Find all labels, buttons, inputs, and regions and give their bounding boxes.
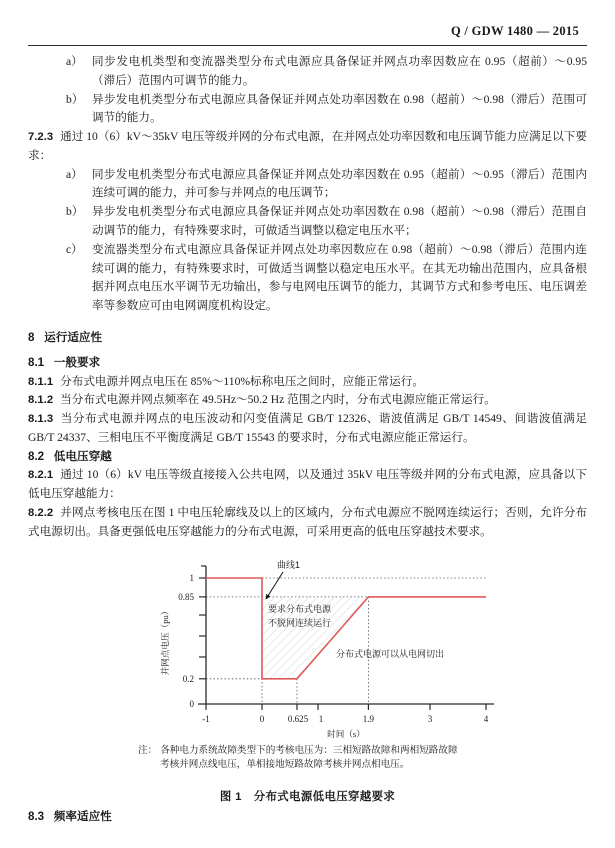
list-marker: a） — [66, 55, 83, 68]
list-item-text: 同步发电机类型和变流器类型分布式电源应具备保证并网点功率因数应在 0.95（超前）～0.95（滞后）范围内可调节的能力。 — [92, 55, 587, 87]
y-tick-02: 0.2 — [182, 673, 194, 684]
section-heading-8 — [28, 329, 587, 348]
document-body — [28, 53, 587, 826]
list-marker: b） — [66, 92, 84, 106]
lvrt-chart — [146, 556, 506, 741]
x-tick-19: 1.9 — [362, 713, 375, 724]
clause-8-1-1 — [28, 373, 587, 392]
clause-number: 8.2.2 — [28, 506, 54, 519]
list-marker: b） — [66, 205, 84, 219]
x-tick-labels — [202, 714, 489, 724]
x-axis-title: 时间（s） — [327, 728, 365, 739]
section-number: 8.3 — [28, 809, 45, 823]
figure-1 — [28, 556, 587, 806]
y-tick-labels — [178, 573, 194, 709]
trip-allowed-label: 分布式电源可以从电网切出 — [336, 648, 445, 659]
clause-text: 通过 10（6）kV 电压等级直接接入公共电网，以及通过 35kV 电压等级并网的分布式电源，应具备以下低电压穿越能力： — [28, 468, 587, 501]
y-axis-title: 并网点电压（pu） — [160, 606, 170, 675]
chart-svg — [146, 556, 506, 741]
y-axis-ticks — [199, 566, 206, 679]
x-tick-1: 1 — [318, 713, 324, 724]
clause-text: 并网点考核电压在图 1 中电压轮廓线及以上的区域内，分布式电源应不脱网连续运行；否则，允许分布式电源切出。具备更强低电压穿越能力的分布式电源，可采用更高的低电压穿越技术要求。 — [28, 505, 587, 538]
note-line-2: 考核并网点线电压，单相接地短路故障考核并网点相电压。 — [160, 759, 410, 771]
section-number: 8.2 — [28, 449, 45, 463]
x-tick-neg1: -1 — [202, 713, 210, 724]
list-item-text: 变流器类型分布式电源应具备保证并网点处功率因数应在 0.98（超前）～0.98（滞后）范围内连续可调的能力，有特殊要求时，可做适当调整以稳定电压水平。在其无功输出范围内，应具备根据并网点电压水平调节无功输出，参与电网电压调节的能力，其调节方式和参考电压、电压调差率等参数应可由电网调度机构设定。 — [92, 242, 587, 313]
chart-axes — [198, 566, 494, 704]
curve-label-leader — [266, 572, 283, 599]
list-item-text: 异步发电机类型分布式电源应具备保证并网点处功率因数在 0.98（超前）～0.98（滞后）范围可调节的能力。 — [92, 92, 587, 125]
clause-text: 当分布式电源并网点频率在 49.5Hz～50.2 Hz 范围之内时，分布式电源应能正常运行。 — [60, 393, 496, 407]
standard-code: Q / GDW 1480 — 2015 — [450, 24, 579, 38]
y-tick-0: 0 — [189, 698, 194, 709]
list-item — [28, 203, 587, 241]
clause-8-2-2 — [28, 504, 587, 542]
lvrt-curve — [206, 578, 486, 679]
list-item-text: 异步发电机类型分布式电源应具备保证并网点处功率因数在 0.98（超前）～0.98（滞后）范围自动调节的能力，有特殊要求时，可做适当调整以稳定电压水平； — [92, 205, 587, 238]
ride-through-label-line2: 不脱网连续运行 — [268, 617, 332, 628]
clause-8-1-2 — [28, 391, 587, 410]
figure-caption: 图 1 分布式电源低电压穿越要求 — [219, 790, 396, 803]
figure-note — [138, 744, 568, 774]
y-tick-1: 1 — [189, 572, 194, 583]
clause-number: 8.1.1 — [28, 375, 54, 388]
list-marker: c） — [66, 242, 83, 256]
section-title: 频率适应性 — [53, 809, 112, 823]
section-title: 运行适应性 — [44, 330, 103, 344]
list-marker: a） — [66, 167, 83, 181]
x-tick-4: 4 — [483, 713, 489, 724]
page-header — [28, 0, 587, 39]
clause-8-2-1 — [28, 466, 587, 504]
list-item — [28, 166, 587, 204]
curve-label: 曲线1 — [277, 559, 301, 570]
clause-8-1-3 — [28, 410, 587, 448]
clause-7-2-3 — [28, 128, 587, 166]
section-heading-8-1 — [28, 354, 587, 373]
list-item — [28, 53, 587, 91]
note-line-1: 各种电力系统故障类型下的考核电压为：三相短路故障和两相短路故障 — [160, 744, 458, 756]
clause-text: 当分布式电源并网点的电压波动和闪变值满足 GB/T 12326、谐波值满足 GB/T 14549、间谐波值满足 GB/T 24337、三相电压不平衡度满足 GB/T 15543 的要求时，分布式电源应能正常运行。 — [28, 412, 587, 444]
clause-number: 7.2.3 — [28, 131, 54, 144]
clause-number: 8.2.1 — [28, 469, 54, 482]
section-number: 8 — [28, 330, 35, 344]
x-tick-3: 3 — [427, 713, 433, 724]
list-item-text: 同步发电机类型分布式电源应具备保证并网点处功率因数在 0.95（超前）～0.95（滞后）范围内连续可调的能力，并可参与并网点的电压调节； — [92, 167, 587, 200]
clause-text: 通过 10（6）kV～35kV 电压等级并网的分布式电源，在并网点处功率因数和电压调节能力应满足以下要求： — [28, 130, 587, 162]
clause-number: 8.1.3 — [28, 413, 54, 426]
ride-through-label-line1: 要求分布式电源 — [268, 603, 332, 614]
section-title: 一般要求 — [53, 355, 101, 369]
section-heading-8-3 — [28, 808, 587, 827]
list-item — [28, 91, 587, 129]
x-axis-ticks — [206, 704, 486, 710]
header-divider — [28, 45, 587, 46]
x-tick-0625: 0.625 — [287, 713, 309, 724]
section-heading-8-2 — [28, 448, 587, 467]
list-item — [28, 241, 587, 316]
clause-number: 8.1.2 — [28, 394, 54, 407]
section-title: 低电压穿越 — [53, 449, 112, 463]
section-number: 8.1 — [28, 355, 45, 369]
clause-text: 分布式电源并网点电压在 85%～110%标称电压之间时，应能正常运行。 — [60, 374, 424, 388]
x-tick-0: 0 — [259, 713, 265, 724]
note-label: 注： — [138, 744, 158, 756]
y-tick-085: 0.85 — [178, 591, 194, 602]
